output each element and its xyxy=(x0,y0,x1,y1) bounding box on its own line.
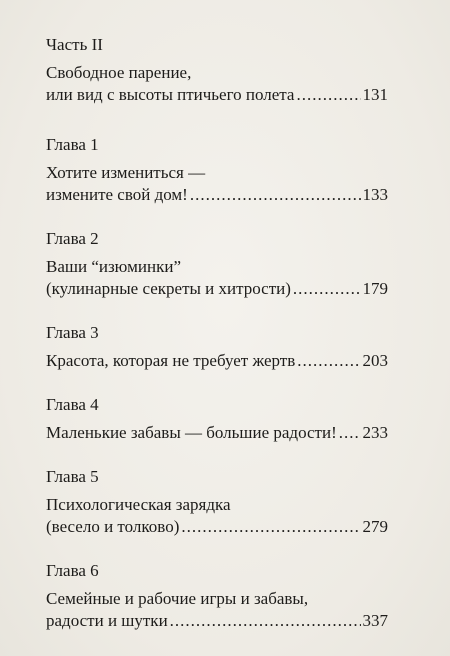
toc-chapter-2 xyxy=(46,228,388,300)
chapter-title-line-2 xyxy=(46,516,388,538)
chapter-title-line-1: Ваши “изюминки” xyxy=(46,257,182,276)
chapter-label: Глава 3 xyxy=(46,323,99,342)
part-title-line-2 xyxy=(46,84,388,106)
part-label: Часть II xyxy=(46,35,103,54)
chapter-label: Глава 6 xyxy=(46,561,99,580)
chapter-title-line-1 xyxy=(46,350,388,372)
page-number: 133 xyxy=(362,185,388,204)
chapter-title-line-1: Семейные и рабочие игры и забавы, xyxy=(46,589,309,608)
chapter-title-line-2 xyxy=(46,278,388,300)
dot-leader xyxy=(181,516,360,538)
toc-part-2 xyxy=(46,34,388,106)
page-number: 203 xyxy=(362,351,388,370)
part-title-line-1: Свободное парение, xyxy=(46,63,192,82)
chapter-label: Глава 5 xyxy=(46,467,99,486)
dot-leader xyxy=(190,184,361,206)
chapter-title-text: (весело и толково) xyxy=(46,517,180,536)
dot-leader xyxy=(293,278,361,300)
chapter-title-text: измените свой дом! xyxy=(46,185,188,204)
chapter-title-line-1 xyxy=(46,422,388,444)
chapter-label: Глава 1 xyxy=(46,135,99,154)
page-number: 279 xyxy=(362,517,388,536)
dot-leader xyxy=(296,84,360,106)
chapter-title-text: радости и шутки xyxy=(46,611,168,630)
chapter-title-line-1: Хотите измениться — xyxy=(46,163,206,182)
dot-leader xyxy=(339,422,361,444)
chapter-title-text: (кулинарные секреты и хитрости) xyxy=(46,279,291,298)
toc-chapter-5 xyxy=(46,466,388,538)
toc-chapter-4 xyxy=(46,394,388,444)
part-title-text: или вид с высоты птичьего полета xyxy=(46,85,295,104)
toc-chapter-3 xyxy=(46,322,388,372)
chapter-title-line-2 xyxy=(46,610,388,632)
chapter-title-line-2 xyxy=(46,184,388,206)
toc-chapter-6 xyxy=(46,560,388,632)
chapter-label: Глава 2 xyxy=(46,229,99,248)
table-of-contents xyxy=(46,34,388,654)
page-number: 337 xyxy=(362,611,388,630)
page-number: 179 xyxy=(362,279,388,298)
dot-leader xyxy=(170,610,361,632)
chapter-label: Глава 4 xyxy=(46,395,99,414)
page-number: 233 xyxy=(362,423,388,442)
dot-leader xyxy=(297,350,360,372)
chapter-title-line-1: Психологическая зарядка xyxy=(46,495,231,514)
toc-chapter-1 xyxy=(46,134,388,206)
chapter-title-text: Маленькие забавы — большие радости! xyxy=(46,423,337,442)
chapter-title-text: Красота, которая не требует жертв xyxy=(46,351,296,370)
page-number: 131 xyxy=(362,85,388,104)
